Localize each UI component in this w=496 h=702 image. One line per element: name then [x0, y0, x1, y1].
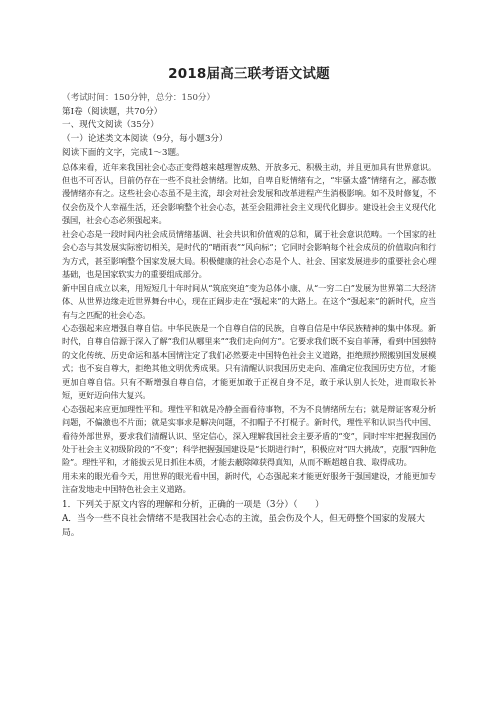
reading-instruction: 阅读下面的文字，完成1～3题。	[62, 147, 185, 158]
passage-paragraph: 新中国自成立以来，用短短几十年时间从“筑底突迫”变为总体小康、从“一穷二白”发展为世界第二大经济体、从世界边缘走近世界舞台中心，现在正阔步走在“强起来”的大路上。在这个“强起来”的新时代，应当有与之匹配的社会心态。	[62, 282, 436, 320]
passage-paragraph: 心态强起来应更加理性平和。理性平和就是冷静全面看待事物，不为不良情绪所左右；就是辩证客观分析问题，不偏激也不片面；就是实事求是解决问题，不扣帽子不打棍子。新时代，理性平和认识当代中国、看待外部世界，要求我们清醒认识、坚定信心，深入理解我国社会主要矛盾的“变”，同时牢牢把握我国仍处于社会主义初级阶段的“不变”；科学把握强国建设是“长期进行时”，积极应对“四大挑战”，克服“四种危险”。理性平和，才能拔云见日抓住本质，才能去蔽除障获得真知，从而不断超越自我、取得成功。	[62, 403, 436, 468]
passage-paragraph: 社会心态是一段时间内社会成员情绪基调、社会共识和价值观的总和，属于社会意识范畴。一个国家的社会心态与其发展实际密切相关，是时代的“晴雨表”“风向标”；它同时会影响每个社会成员的价值取向和行为方式，甚至影响整个国家发展大局。积极健康的社会心态是个人、社会、国家发展进步的重要社会心理基础，也是国家软实力的重要组成部分。	[62, 228, 436, 280]
passage-paragraph: 用未来的眼光看今天，用世界的眼光看中国，新时代，心态强起来才能更好服务于强国建设，才能更加专注奋发地走中国特色社会主义道路。	[62, 470, 436, 495]
answer-option-a: A．当今一些不良社会情绪不是我国社会心态的主流，虽会伤及个人，但无碍整个国家的发展大局。	[62, 513, 425, 538]
section-heading: 一、现代文阅读（35分）	[62, 120, 159, 131]
exam-info: （考试时间：150分钟，总分：150分）	[62, 93, 216, 103]
passage-paragraph: 心态强起来应增强自尊自信。中华民族是一个自尊自信的民族，自尊自信是中华民族精神的集中体现。新时代，自尊自信源于深入了解“我们从哪里来”“我们走向何方”。它要求我们既不妄自菲薄，看到中国独特的文化传统、历史命运和基本国情注定了我们必然要走中国特色社会主义道路，拒绝照抄照搬别国发展模式；也不妄自尊大，拒绝其他文明优秀成果。只有清醒认识我国历史走向、准确定位我国历史方位，才能更加自尊自信。只有不断增强自尊自信，才能更加敢于正视自身不足，敢于承认别人长处，进而取长补短，更好迈向伟大复兴。	[62, 322, 436, 401]
question-stem: 1．下列关于原文内容的理解和分析，正确的一项是（3分）（ ）	[62, 499, 324, 510]
subsection-heading: （一）论述类文本阅读（9分，每小题3分）	[62, 134, 228, 145]
volume-heading: 第Ⅰ卷（阅读题，共70分）	[62, 106, 163, 117]
page-title: 2018届高三联考语文试题	[168, 66, 330, 82]
passage-paragraph: 总体来看，近年来我国社会心态正变得越来越理智成熟、开放多元、积极主动，并且更加具有世界意识。但也不可否认，目前仍存在一些不良社会情绪。比如，自卑自贬情绪有之，“牢骚太盛”情绪有之，鄙态傲漫情绪亦有之。这些社会心态虽不是主流，却会对社会发展和改革进程产生消极影响。如不及时修复，不仅会伤及个人幸福生活，还会影响整个社会心态，甚至会阻滞社会主义现代化脚步。建设社会主义现代化强国，社会心态必须强起来。	[62, 161, 436, 226]
